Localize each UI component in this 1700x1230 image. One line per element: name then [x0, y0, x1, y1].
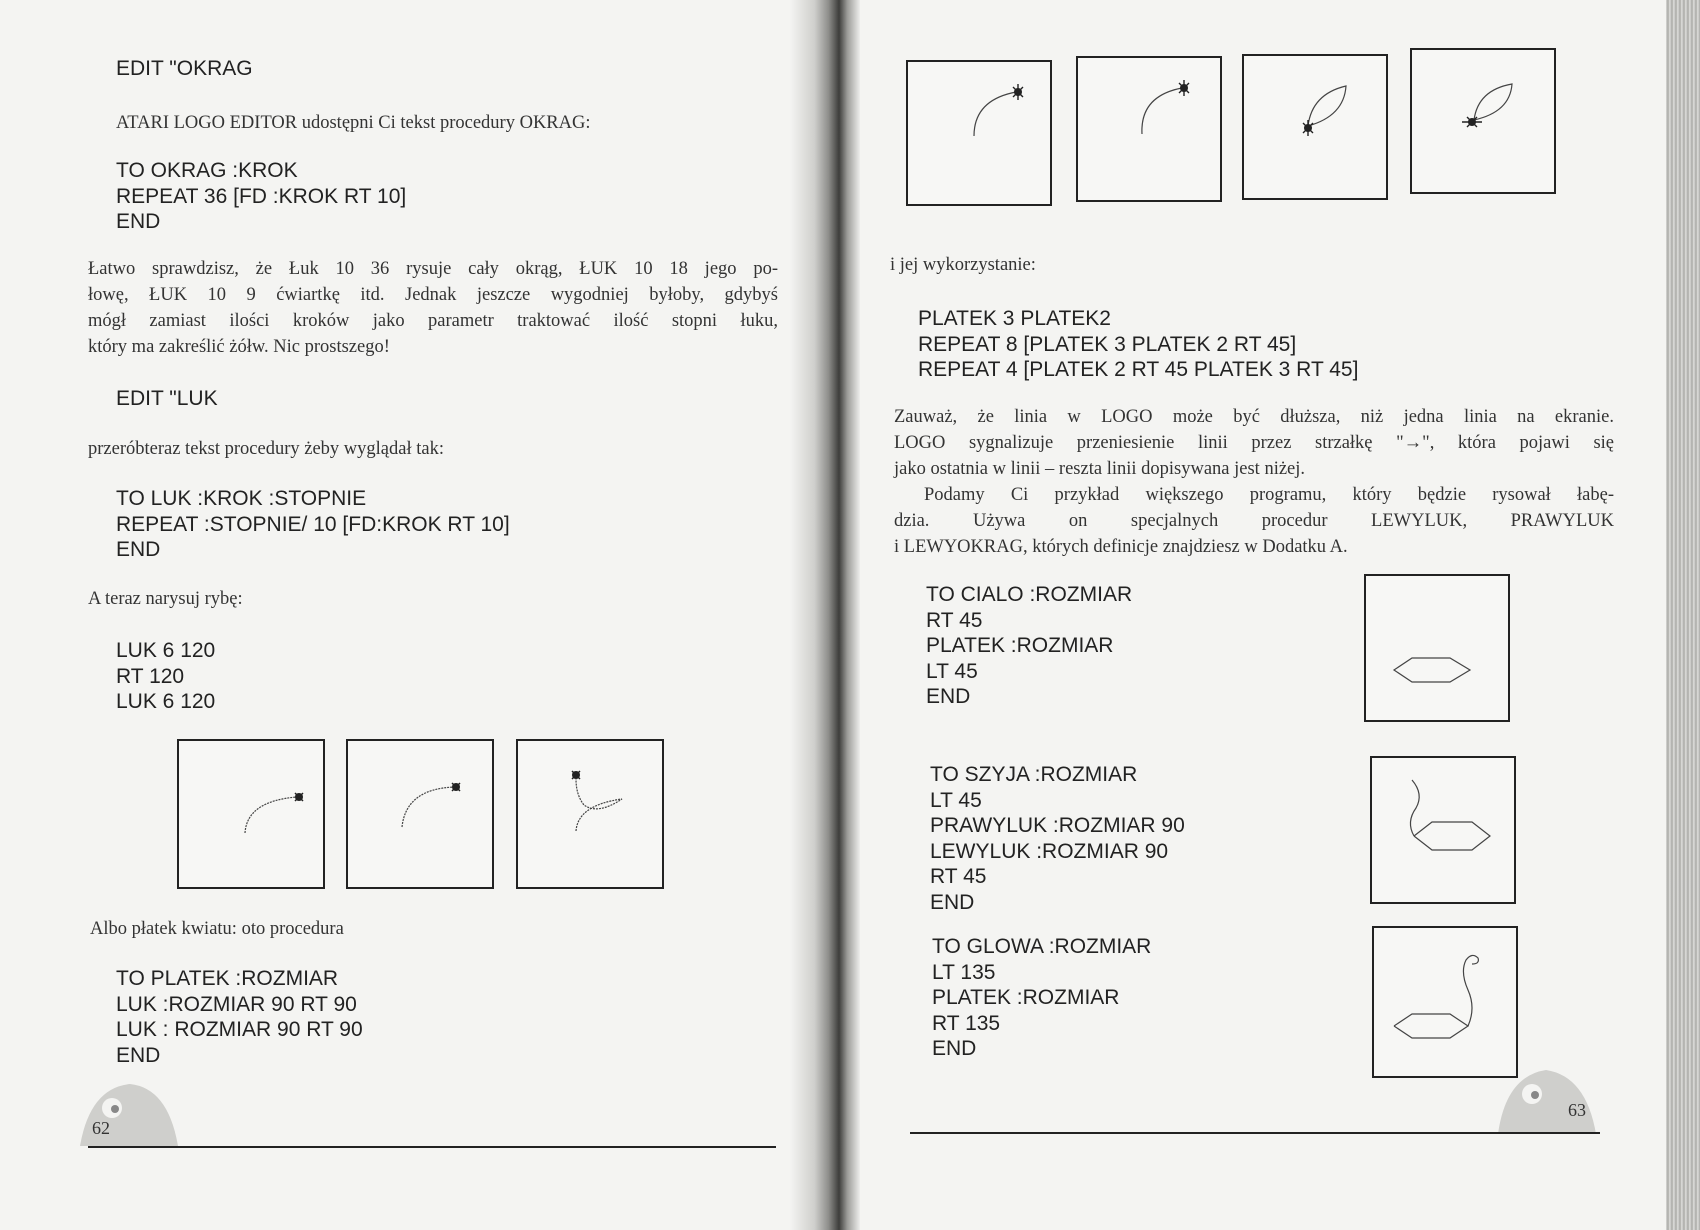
code-line: REPEAT :STOPNIE/ 10 [FD:KROK RT 10] [116, 512, 510, 536]
turtle-arc-drawing [1078, 58, 1220, 200]
swan-drawing [1374, 928, 1516, 1076]
text-line: który ma zakreślić żółw. Nic prostszego! [88, 337, 390, 357]
paragraph-swan-intro [894, 482, 1614, 560]
text-line: Zauważ, że linia w LOGO może być dłuższa, niż jedna linia na ekranie. [894, 407, 1614, 427]
code-line: REPEAT 4 [PLATEK 2 RT 45 PLATEK 3 RT 45] [918, 358, 1359, 381]
code-line: RT 120 [116, 664, 185, 688]
book-gutter [790, 0, 860, 1230]
text-line: i jej wykorzystanie: [890, 255, 1036, 275]
paragraph-line-wrap [894, 404, 1614, 482]
footer-rule [910, 1132, 1600, 1134]
code-line: LT 45 [930, 788, 982, 812]
code-line: TO SZYJA :ROZMIAR [930, 763, 1138, 786]
code-luk-procedure [116, 486, 510, 563]
text-line: mógł zamiast ilości kroków jako parametr traktować ilość stopni łuku, [88, 311, 778, 331]
text-line: Albo płatek kwiatu: oto procedura [90, 919, 344, 939]
paragraph-usage [890, 252, 1610, 278]
turtle-mascot-icon [60, 1078, 190, 1148]
code-line: END [116, 210, 161, 233]
hexagon-body-drawing [1366, 576, 1508, 720]
figure-fish-step2 [346, 739, 494, 889]
code-edit-okrag [116, 56, 253, 82]
turtle-arc-drawing [908, 62, 1050, 204]
code-line: PLATEK :ROZMIAR [932, 986, 1120, 1009]
code-line: LT 135 [932, 960, 996, 984]
code-line: END [932, 1037, 977, 1060]
code-line: LUK 6 120 [116, 639, 216, 662]
code-okrag-procedure [116, 158, 406, 235]
right-page [860, 0, 1666, 1230]
code-line: PLATEK 3 PLATEK2 [918, 307, 1111, 330]
text-line: dzia. Używa on specjalnych procedur LEWYLUK, PRAWYLUK [894, 511, 1614, 531]
code-line: LT 45 [926, 659, 978, 683]
text-line: LOGO sygnalizuje przeniesienie linii przez strzałkę "→", która pojawi się [894, 433, 1614, 453]
code-fish [116, 638, 215, 715]
figure-petal-step3 [1242, 54, 1388, 200]
code-line: TO LUK :KROK :STOPNIE [116, 487, 367, 510]
fish-drawing [518, 741, 662, 887]
paragraph-rework [88, 436, 778, 462]
code-line: PRAWYLUK :ROZMIAR 90 [930, 814, 1185, 837]
code-line: RT 135 [932, 1011, 1001, 1035]
text-line: A teraz narysuj rybę: [88, 589, 243, 609]
code-line: RT 45 [930, 865, 987, 888]
petal-drawing [1244, 56, 1386, 198]
code-line: LUK :ROZMIAR 90 RT 90 [116, 992, 357, 1016]
code-edit-luk [116, 386, 218, 412]
code-line: TO GLOWA :ROZMIAR [932, 935, 1152, 958]
code-glowa-procedure [932, 934, 1151, 1062]
code-line: REPEAT 36 [FD :KROK RT 10] [116, 184, 407, 208]
code-line: RT 45 [926, 608, 983, 632]
code-cialo-procedure [926, 582, 1132, 710]
code-line: LEWYLUK :ROZMIAR 90 [930, 839, 1169, 863]
text-line: jako ostatnia w linii – reszta linii dopisywana jest niżej. [894, 459, 1306, 479]
turtle-arc-drawing [179, 741, 323, 887]
code-line: END [926, 685, 971, 708]
text-line: łowę, ŁUK 10 9 ćwiartkę itd. Jednak jeszcze wygodniej byłoby, gdybyś [88, 285, 778, 305]
code-szyja-procedure [930, 762, 1185, 915]
figure-fish-step3 [516, 739, 664, 889]
code-line: TO PLATEK :ROZMIAR [116, 967, 339, 990]
text-line: Łatwo sprawdzisz, że Łuk 10 36 rysuje cały okrąg, ŁUK 10 18 jego po- [88, 259, 778, 279]
code-line: REPEAT 8 [PLATEK 3 PLATEK 2 RT 45] [918, 332, 1297, 356]
figure-swan-head [1372, 926, 1518, 1078]
figure-fish-step1 [177, 739, 325, 889]
code-line: TO CIALO :ROZMIAR [926, 583, 1133, 606]
swan-neck-drawing [1372, 758, 1514, 902]
code-line: TO OKRAG :KROK [116, 159, 298, 182]
paragraph-intro [116, 110, 776, 136]
page-number: 63 [1568, 1100, 1586, 1120]
figure-swan-body [1364, 574, 1510, 722]
code-line: EDIT "OKRAG [116, 57, 253, 80]
text-line: Podamy Ci przykład większego programu, który będzie rysował łabę- [924, 485, 1614, 505]
code-line: PLATEK :ROZMIAR [926, 634, 1114, 657]
petal-drawing [1412, 50, 1554, 192]
code-platek-procedure [116, 966, 363, 1068]
paragraph-fish [88, 586, 778, 612]
code-line: END [930, 890, 975, 914]
figure-petal-step1 [906, 60, 1052, 206]
text-line: przeróbteraz tekst procedury żeby wyglądał tak: [88, 439, 444, 459]
code-line: LUK : ROZMIAR 90 RT 90 [116, 1018, 363, 1041]
page-number: 62 [92, 1118, 110, 1138]
page-edges [1666, 0, 1700, 1230]
left-page [0, 0, 800, 1230]
turtle-arc-drawing [348, 741, 492, 887]
code-line: END [116, 1043, 161, 1067]
text-line: i LEWYOKRAG, których definicje znajdziesz w Dodatku A. [894, 537, 1348, 557]
paragraph-luk-explanation [88, 256, 778, 360]
code-line: EDIT "LUK [116, 387, 218, 410]
paragraph-petal [90, 916, 780, 942]
code-line: END [116, 538, 161, 561]
text-line: ATARI LOGO EDITOR udostępni Ci tekst procedury OKRAG: [116, 113, 591, 133]
code-line: LUK 6 120 [116, 690, 216, 713]
code-platek-usage [918, 306, 1358, 383]
figure-petal-step2 [1076, 56, 1222, 202]
footer-rule [88, 1146, 776, 1148]
figure-petal-step4 [1410, 48, 1556, 194]
figure-swan-neck [1370, 756, 1516, 904]
